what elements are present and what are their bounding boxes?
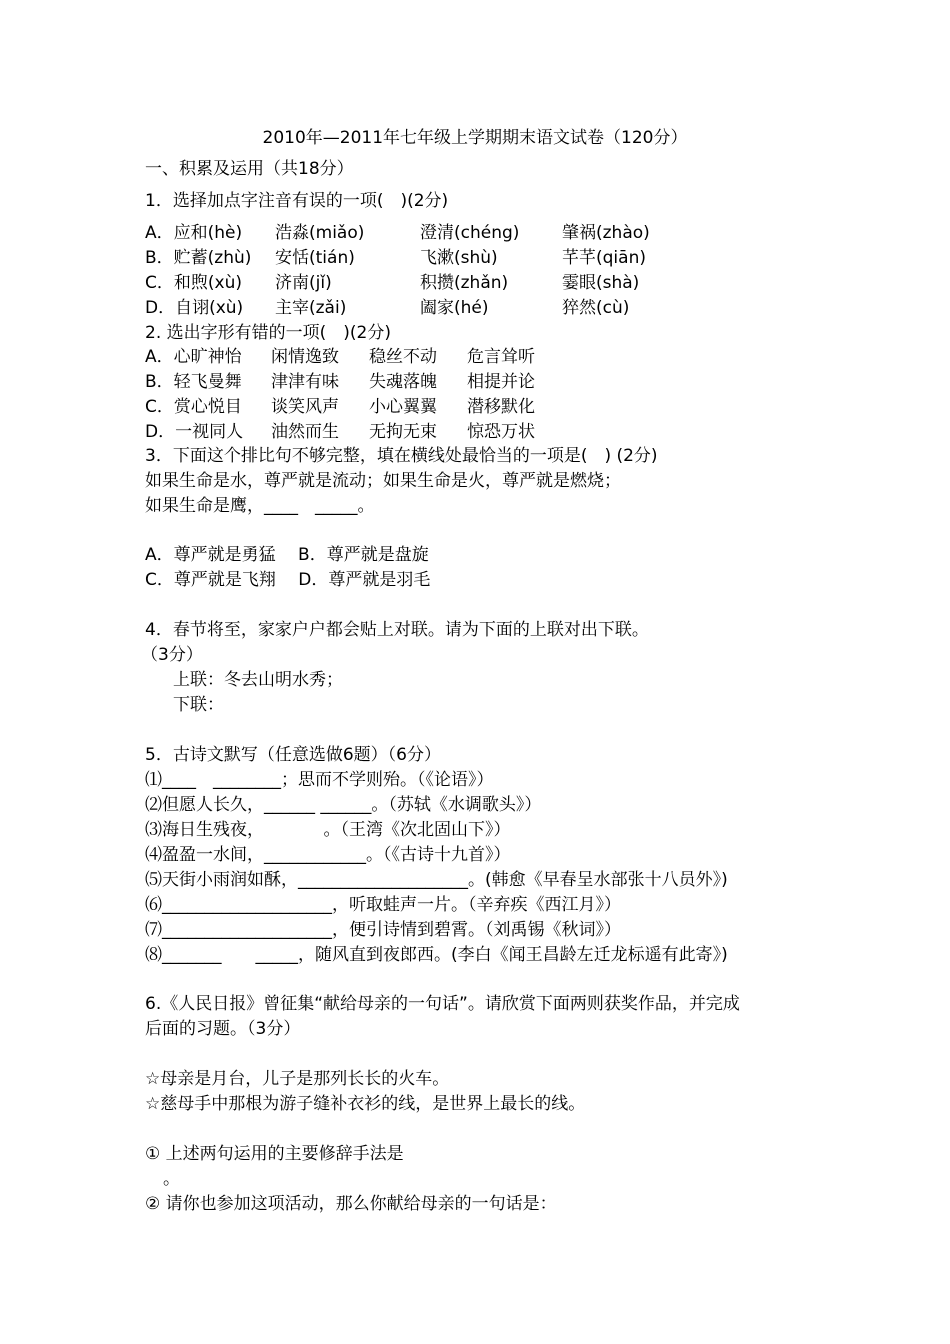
option-text: 芊芊(qiān) [562,248,646,268]
option-text: 主宰(zǎi) [275,298,347,318]
poem-item: ⑸天街小雨润如酥，____________________。(韩愈《早春呈水部张十八员外》) [145,870,728,890]
question-2-option-d [145,420,535,444]
question-4-score: （3分） [141,645,203,665]
section-heading: 一、积累及运用（共18分） [145,159,354,179]
option-text: A．应和(hè) [145,223,243,243]
question-3-stem: 3．下面这个排比句不够完整，填在横线处最恰当的一项是( ) (2分) [145,446,658,466]
option-text: 济南(jǐ) [275,273,332,293]
couplet-upper: 上联：冬去山明水秀； [173,670,343,690]
option-text: A．心旷神怡 [145,347,242,367]
option-text: 浩淼(miǎo) [275,223,365,243]
sub-question-2: ② 请你也参加这项活动，那么你献给母亲的一句话是： [145,1194,557,1214]
option-text: 谈笑风声 [271,397,339,417]
option-text: 潜移默化 [467,397,535,417]
question-3-options-ab: A．尊严就是勇猛 B．尊严就是盘旋 [145,545,429,565]
option-text: 失魂落魄 [369,372,437,392]
poem-item: ⑴____ ________；思而不学则殆。（《论语》） [145,770,494,790]
question-6-stem: 6.《人民日报》曾征集“献给母亲的一句话”。请欣赏下面两则获奖作品，并完成 [145,994,740,1014]
couplet-lower: 下联： [173,695,224,715]
option-text: 飞漱(shù) [420,248,498,268]
question-1-option-c [145,271,639,295]
question-4-stem: 4．春节将至，家家户户都会贴上对联。请为下面的上联对出下联。 [145,620,649,640]
question-1-option-b [145,246,646,270]
question-1-option-a [145,221,650,245]
option-text: 小心翼翼 [369,397,437,417]
option-text: 澄清(chéng) [420,223,520,243]
option-text: 危言耸听 [467,347,535,367]
poem-item: ⑵但愿人长久，______ ______。（苏轼《水调歌头》） [145,795,542,815]
option-text: 闲情逸致 [271,347,339,367]
option-text: 相提并论 [467,372,535,392]
poem-item: ⑶海日生残夜， 。（王湾《次北固山下》） [145,820,511,840]
question-1-stem: 1．选择加点字注音有误的一项( )(2分) [145,191,449,211]
question-2-option-c [145,395,535,419]
option-text: D．一视同人 [145,422,244,442]
option-text: 阖家(hé) [420,298,489,318]
question-1-option-d [145,296,629,320]
option-text: B．轻飞曼舞 [145,372,242,392]
question-6-stem-cont: 后面的习题。（3分） [145,1019,301,1039]
sample-sentence-1: ☆母亲是月台，儿子是那列长长的火车。 [145,1069,450,1089]
option-text: 无拘无束 [369,422,437,442]
option-text: 积攒(zhǎn) [420,273,509,293]
poem-item: ⑷盈盈一水间，____________。（《古诗十九首》） [145,845,511,865]
question-2-stem: 2. 选出字形有错的一项( )(2分) [145,323,391,343]
option-text: 霎眼(shà) [562,273,640,293]
question-2-option-b [145,370,535,394]
question-2-option-a [145,345,535,369]
option-text: 稳丝不动 [369,347,437,367]
page-title: 2010年—2011年七年级上学期期末语文试卷（120分） [262,128,688,148]
poem-item: ⑹____________________，听取蛙声一片。（辛弃疾《西江月》） [145,895,621,915]
sub-question-1-end: 。 [163,1169,180,1189]
option-text: 猝然(cù) [562,298,630,318]
option-text: D．自诩(xù) [145,298,244,318]
poem-item: ⑺____________________，便引诗情到碧霄。（刘禹锡《秋词》） [145,920,621,940]
sample-sentence-2: ☆慈母手中那根为游子缝补衣衫的线，是世界上最长的线。 [145,1094,586,1114]
option-text: C．和煦(xù) [145,273,242,293]
option-text: 肇祸(zhào) [562,223,650,243]
option-text: 津津有味 [271,372,339,392]
question-5-stem: 5．古诗文默写（任意选做6题）（6分） [145,745,441,765]
poem-item: ⑻_______ _____，随风直到夜郎西。(李白《闻王昌龄左迁龙标遥有此寄》) [145,945,728,965]
sub-question-1: ① 上述两句运用的主要修辞手法是 [145,1144,404,1164]
option-text: C．赏心悦目 [145,397,242,417]
option-text: 安恬(tián) [275,248,355,268]
question-3-line-2: 如果生命是鹰，____ _____。 [145,496,375,516]
question-3-line-1: 如果生命是水，尊严就是流动；如果生命是火，尊严就是燃烧； [145,471,621,491]
option-text: 油然而生 [271,422,339,442]
option-text: 惊恐万状 [467,422,535,442]
question-3-options-cd: C．尊严就是飞翔 D．尊严就是羽毛 [145,570,431,590]
option-text: B．贮蓄(zhù) [145,248,252,268]
